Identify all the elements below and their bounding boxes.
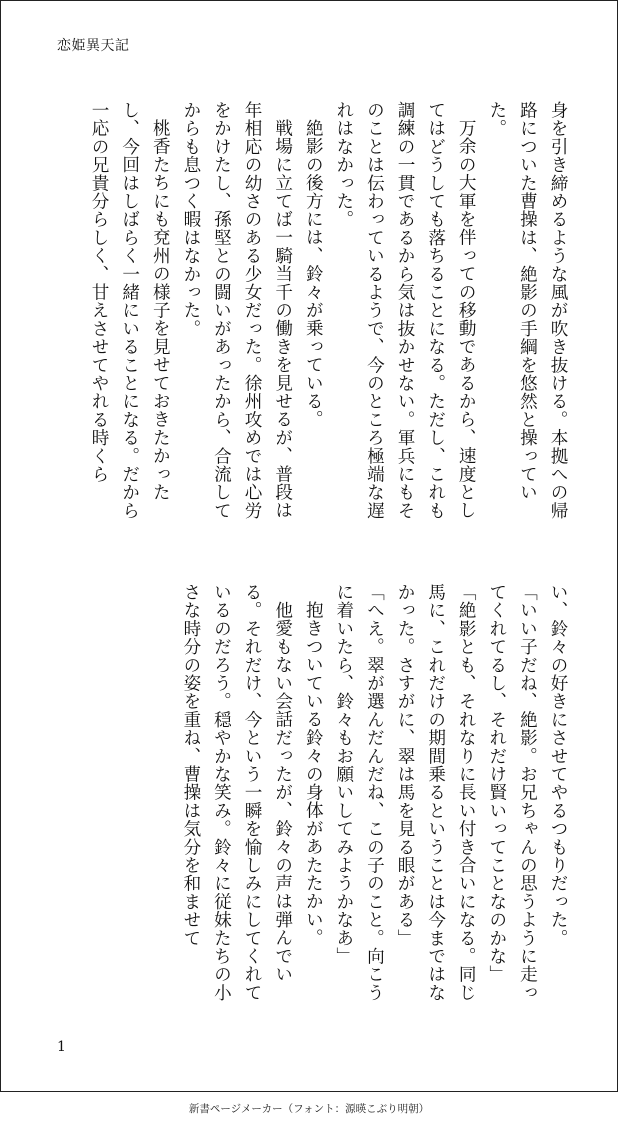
page-number: 1	[57, 1039, 66, 1055]
dialogue-paragraph: 「絶影とも、それなりに長い付き合いになる。同じ馬に、これだけの期間乗るということは今まではなかった。さすがに、翠は馬を見る眼がある」	[395, 583, 477, 1002]
paragraph: 桃香たちにも兗州の様子を見せておきたかったし、今回はしばらく一緒にいることになる。だから一応の兄貴分らしく、甘えさせてやれる時くら	[89, 101, 171, 520]
paragraph: 他愛もない会話だったが、鈴々の声は弾んでいる。それだけ、今という一瞬を愉しみにしてくれているのだろう。穏やかな笑み。鈴々に従妹たちの小さな時分の姿を重ね、曹操は気分を和ませて	[180, 583, 293, 1002]
footer-caption: 新書ページメーカー（フォント：源暎こぶり明朝）	[188, 1103, 430, 1115]
paragraph: 身を引き締めるような風が吹き抜ける。本拠への帰路についた曹操は、絶影の手綱を悠然と操っていた。	[486, 101, 568, 520]
dialogue-paragraph: 「いい子だね、絶影。お兄ちゃんの思うように走ってくれてるし、それだけ賢いってことなのかな」	[486, 583, 538, 1002]
running-title: 恋姫異天記	[57, 38, 130, 54]
paragraph: 抱きついている鈴々の身体があたたかい。	[303, 600, 324, 947]
paragraph: 絶影の後方には、鈴々が乗っている。	[303, 118, 324, 428]
paragraph: 万余の大軍を伴っての移動であるから、速度としてはどうしても落ちることになる。ただし、これも調練の一貫であるから気は抜かせない。軍兵にもそのことは伝わっているようで、今のところ極端な遅れはなかった。	[333, 101, 477, 520]
upper-text-column	[53, 101, 573, 521]
lower-text-column	[53, 583, 573, 1003]
paragraph: い、鈴々の好きにさせてやるつもりだった。	[548, 583, 568, 947]
dialogue-paragraph: 「へえ。翠が選んだんだね、この子のこと。向こうに着いたら、鈴々もお願いしてみようかなあ」	[333, 583, 385, 1002]
paragraph: 戦場に立てば一騎当千の働きを見せるが、普段は年相応の幼さのある少女だった。徐州攻めでは心労をかけたし、孫堅との闘いがあったから、合流してからも息つく暇はなかった。	[180, 101, 293, 520]
